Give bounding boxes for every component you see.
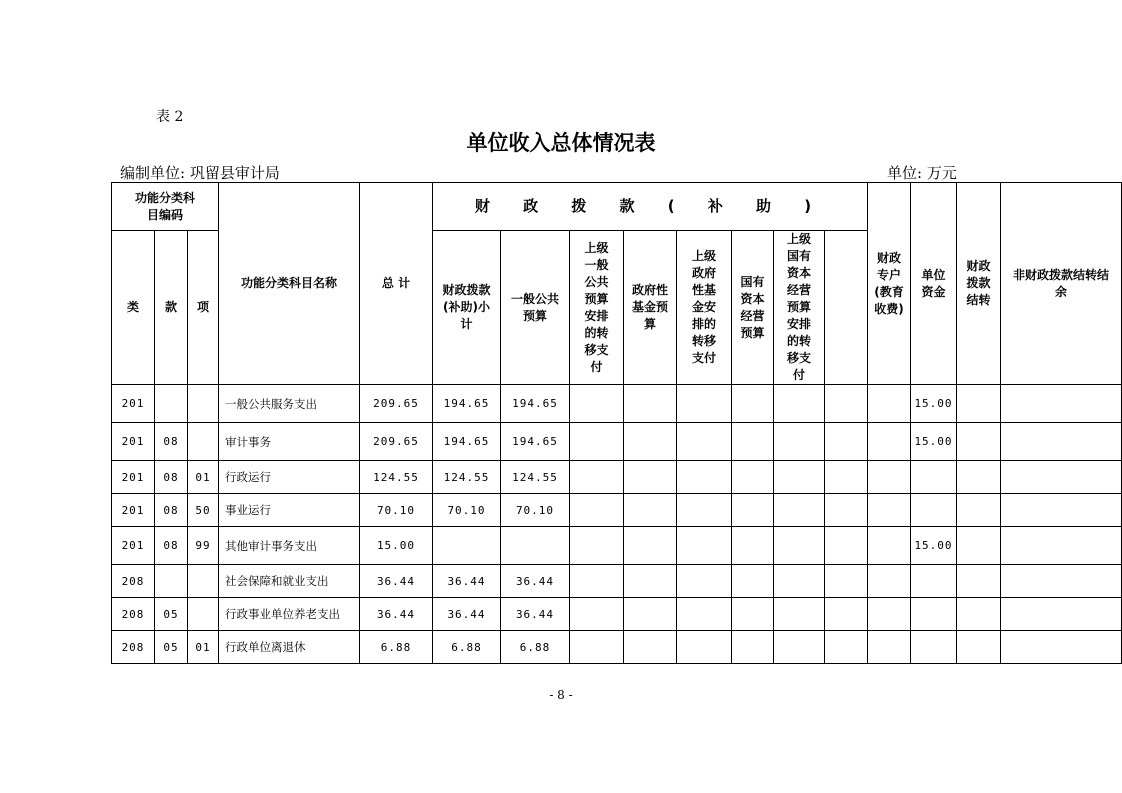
cell-xiang — [188, 598, 219, 631]
cell-xiang: 01 — [188, 631, 219, 664]
header-nonfiscal-carryover: 非财政拨款结转结余 — [1001, 183, 1122, 385]
header-fiscal-special: 财政专户(教育收费) — [868, 183, 911, 385]
cell-subtotal: 36.44 — [433, 598, 501, 631]
cell-kuan: 08 — [155, 461, 188, 494]
cell-name: 行政事业单位养老支出 — [219, 598, 360, 631]
header-xiang: 项 — [188, 231, 219, 385]
cell-lei: 201 — [112, 423, 155, 461]
cell-unit-funds: 15.00 — [911, 385, 957, 423]
cell-name: 行政单位离退休 — [219, 631, 360, 664]
cell-unit-funds: 15.00 — [911, 527, 957, 565]
header-upper-state-capital-transfer: 上级国有资本经营预算安排的转移支付 — [774, 231, 825, 385]
cell-total: 36.44 — [360, 565, 433, 598]
table-number: 表 2 — [156, 109, 184, 125]
cell-total: 15.00 — [360, 527, 433, 565]
cell-subtotal: 70.10 — [433, 494, 501, 527]
header-upper-general-transfer: 上级一般公共预算安排的转移支付 — [570, 231, 624, 385]
cell-general: 36.44 — [501, 598, 570, 631]
header-func-name: 功能分类科目名称 — [219, 183, 360, 385]
cell-general: 124.55 — [501, 461, 570, 494]
header-upper-fund-transfer: 上级政府性基金安排的转移支付 — [677, 231, 732, 385]
page-title: 单位收入总体情况表 — [466, 131, 656, 155]
cell-subtotal: 194.65 — [433, 385, 501, 423]
cell-general: 36.44 — [501, 565, 570, 598]
header-total: 总 计 — [360, 183, 433, 385]
header-func-code: 功能分类科目编码 — [112, 183, 219, 231]
cell-xiang — [188, 423, 219, 461]
cell-kuan — [155, 565, 188, 598]
cell-general: 194.65 — [501, 423, 570, 461]
cell-kuan: 08 — [155, 494, 188, 527]
cell-lei: 208 — [112, 631, 155, 664]
cell-name: 一般公共服务支出 — [219, 385, 360, 423]
cell-general: 70.10 — [501, 494, 570, 527]
cell-kuan — [155, 385, 188, 423]
cell-general: 6.88 — [501, 631, 570, 664]
header-gov-fund-budget: 政府性基金预算 — [624, 231, 677, 385]
cell-subtotal: 124.55 — [433, 461, 501, 494]
cell-kuan: 05 — [155, 631, 188, 664]
cell-subtotal: 36.44 — [433, 565, 501, 598]
table-row — [112, 461, 1122, 494]
cell-name: 行政运行 — [219, 461, 360, 494]
cell-total: 209.65 — [360, 423, 433, 461]
cell-xiang: 50 — [188, 494, 219, 527]
cell-lei: 201 — [112, 494, 155, 527]
header-fiscal-subtotal: 财政拨款(补助)小计 — [433, 231, 501, 385]
cell-kuan: 05 — [155, 598, 188, 631]
cell-total: 209.65 — [360, 385, 433, 423]
table-row — [112, 631, 1122, 664]
cell-name: 其他审计事务支出 — [219, 527, 360, 565]
table-row — [112, 423, 1122, 461]
cell-unit-funds — [911, 565, 957, 598]
cell-name: 社会保障和就业支出 — [219, 565, 360, 598]
header-blank — [825, 231, 868, 385]
cell-total: 70.10 — [360, 494, 433, 527]
cell-subtotal — [433, 527, 501, 565]
income-table — [111, 182, 1122, 664]
cell-total: 6.88 — [360, 631, 433, 664]
cell-name: 事业运行 — [219, 494, 360, 527]
header-state-capital-budget: 国有资本经营预算 — [732, 231, 774, 385]
cell-general — [501, 527, 570, 565]
table-row — [112, 527, 1122, 565]
cell-lei: 208 — [112, 565, 155, 598]
cell-lei: 201 — [112, 461, 155, 494]
cell-xiang: 01 — [188, 461, 219, 494]
cell-unit-funds — [911, 494, 957, 527]
table-row — [112, 565, 1122, 598]
cell-total: 124.55 — [360, 461, 433, 494]
cell-xiang — [188, 565, 219, 598]
cell-unit-funds: 15.00 — [911, 423, 957, 461]
compiling-unit: 编制单位: 巩留县审计局 — [120, 164, 280, 182]
cell-total: 36.44 — [360, 598, 433, 631]
header-lei: 类 — [112, 231, 155, 385]
cell-lei: 208 — [112, 598, 155, 631]
table-row — [112, 598, 1122, 631]
cell-unit-funds — [911, 631, 957, 664]
page-number: - 8 - — [549, 688, 573, 702]
cell-xiang — [188, 385, 219, 423]
cell-subtotal: 194.65 — [433, 423, 501, 461]
cell-unit-funds — [911, 461, 957, 494]
table-row — [112, 385, 1122, 423]
currency-unit: 单位: 万元 — [887, 164, 957, 182]
cell-xiang: 99 — [188, 527, 219, 565]
header-fiscal-carryover: 财政拨款结转 — [957, 183, 1001, 385]
cell-lei: 201 — [112, 385, 155, 423]
cell-unit-funds — [911, 598, 957, 631]
header-unit-funds: 单位资金 — [911, 183, 957, 385]
cell-general: 194.65 — [501, 385, 570, 423]
cell-kuan: 08 — [155, 423, 188, 461]
header-general-budget: 一般公共预算 — [501, 231, 570, 385]
cell-kuan: 08 — [155, 527, 188, 565]
cell-lei: 201 — [112, 527, 155, 565]
header-fiscal-group: 财 政 拨 款 ( 补 助 ) — [433, 183, 868, 231]
cell-subtotal: 6.88 — [433, 631, 501, 664]
table-row — [112, 494, 1122, 527]
cell-name: 审计事务 — [219, 423, 360, 461]
header-kuan: 款 — [155, 231, 188, 385]
